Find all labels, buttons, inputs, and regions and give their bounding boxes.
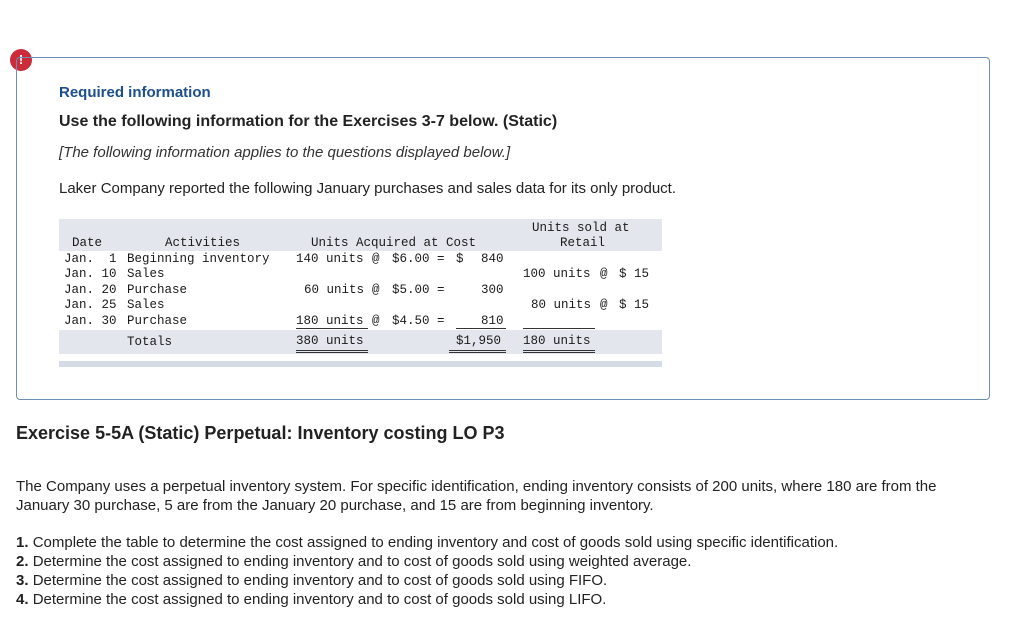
row-sold-price: $ 15 [619,298,650,312]
rule [523,328,595,329]
step-number: 4. [16,591,29,608]
intro-text: Laker Company reported the following January purchases and sales data for its only product. [59,180,677,197]
row-acq-at: @ [372,283,380,297]
exercise-description: The Company uses a perpetual inventory system. For specific identification, ending inventory consists of 200 units, where 180 are from the January 30 purchase, 5 are from the January 20 purchase, and 15 are from beginning inventory. [16,478,937,514]
step-text: Determine the cost assigned to ending inventory and to cost of goods sold using weighted average. [32,553,692,570]
rule [296,328,368,329]
row-activity: Purchase [127,314,188,328]
totals-label: Totals [127,335,173,349]
row-date: Jan. 25 [64,298,117,312]
header-units-acquired: Units Acquired at Cost [311,236,477,250]
row-acq-units: 60 units [304,283,365,297]
row-acq-units: 180 units [296,314,364,328]
rule [456,328,506,329]
row-acq-price: $4.50 = [392,314,445,328]
header-retail: Retail [560,236,606,250]
step-number: 2. [16,553,29,570]
step-item [16,533,838,552]
row-sold-units: 80 units [531,298,592,312]
row-sold-price: $ 15 [619,267,650,281]
row-date: Jan. 1 [64,252,117,266]
row-date: Jan. 30 [64,314,117,328]
totals-cost: $1,950 [456,334,502,348]
row-acq-price: $6.00 = [392,252,445,266]
row-activity: Beginning inventory [127,252,270,266]
totals-sold: 180 units [523,334,591,348]
use-info-heading: Use the following information for the Exercises 3-7 below. (Static) [59,113,558,130]
row-date: Jan. 20 [64,283,117,297]
double-rule [449,350,506,353]
step-text: Complete the table to determine the cost assigned to ending inventory and cost of goods sold using specific identification. [32,534,839,551]
row-acq-total: 810 [481,314,504,328]
alert-icon: ! [10,49,32,71]
row-acq-total: 840 [481,252,504,266]
row-activity: Sales [127,298,165,312]
required-info-heading: Required information [59,84,211,101]
header-units-sold: Units sold at [532,221,630,235]
step-text: Determine the cost assigned to ending inventory and to cost of goods sold using FIFO. [32,572,608,589]
step-item [16,552,838,571]
step-text: Determine the cost assigned to ending inventory and to cost of goods sold using LIFO. [32,591,607,608]
row-activity: Sales [127,267,165,281]
row-acq-at: @ [372,252,380,266]
header-date: Date [72,236,103,250]
row-sold-units: 100 units [523,267,591,281]
row-activity: Purchase [127,283,188,297]
row-acq-dollar: $ [456,252,464,266]
applies-note: [The following information applies to the questions displayed below.] [59,144,511,161]
table-footer-bar [59,361,662,367]
row-acq-units: 140 units [296,252,364,266]
step-number: 1. [16,534,29,551]
row-acq-at: @ [372,314,380,328]
row-acq-price: $5.00 = [392,283,445,297]
double-rule [296,350,368,353]
double-rule [523,350,595,353]
row-sold-at: @ [600,267,608,281]
exercise-steps [16,533,838,609]
totals-units: 380 units [296,334,364,348]
row-sold-at: @ [600,298,608,312]
row-acq-total: 300 [481,283,504,297]
row-date: Jan. 10 [64,267,117,281]
step-item [16,571,838,590]
step-number: 3. [16,572,29,589]
exercise-title: Exercise 5-5A (Static) Perpetual: Inventory costing LO P3 [16,423,505,443]
step-item [16,590,838,609]
header-activities: Activities [165,236,241,250]
